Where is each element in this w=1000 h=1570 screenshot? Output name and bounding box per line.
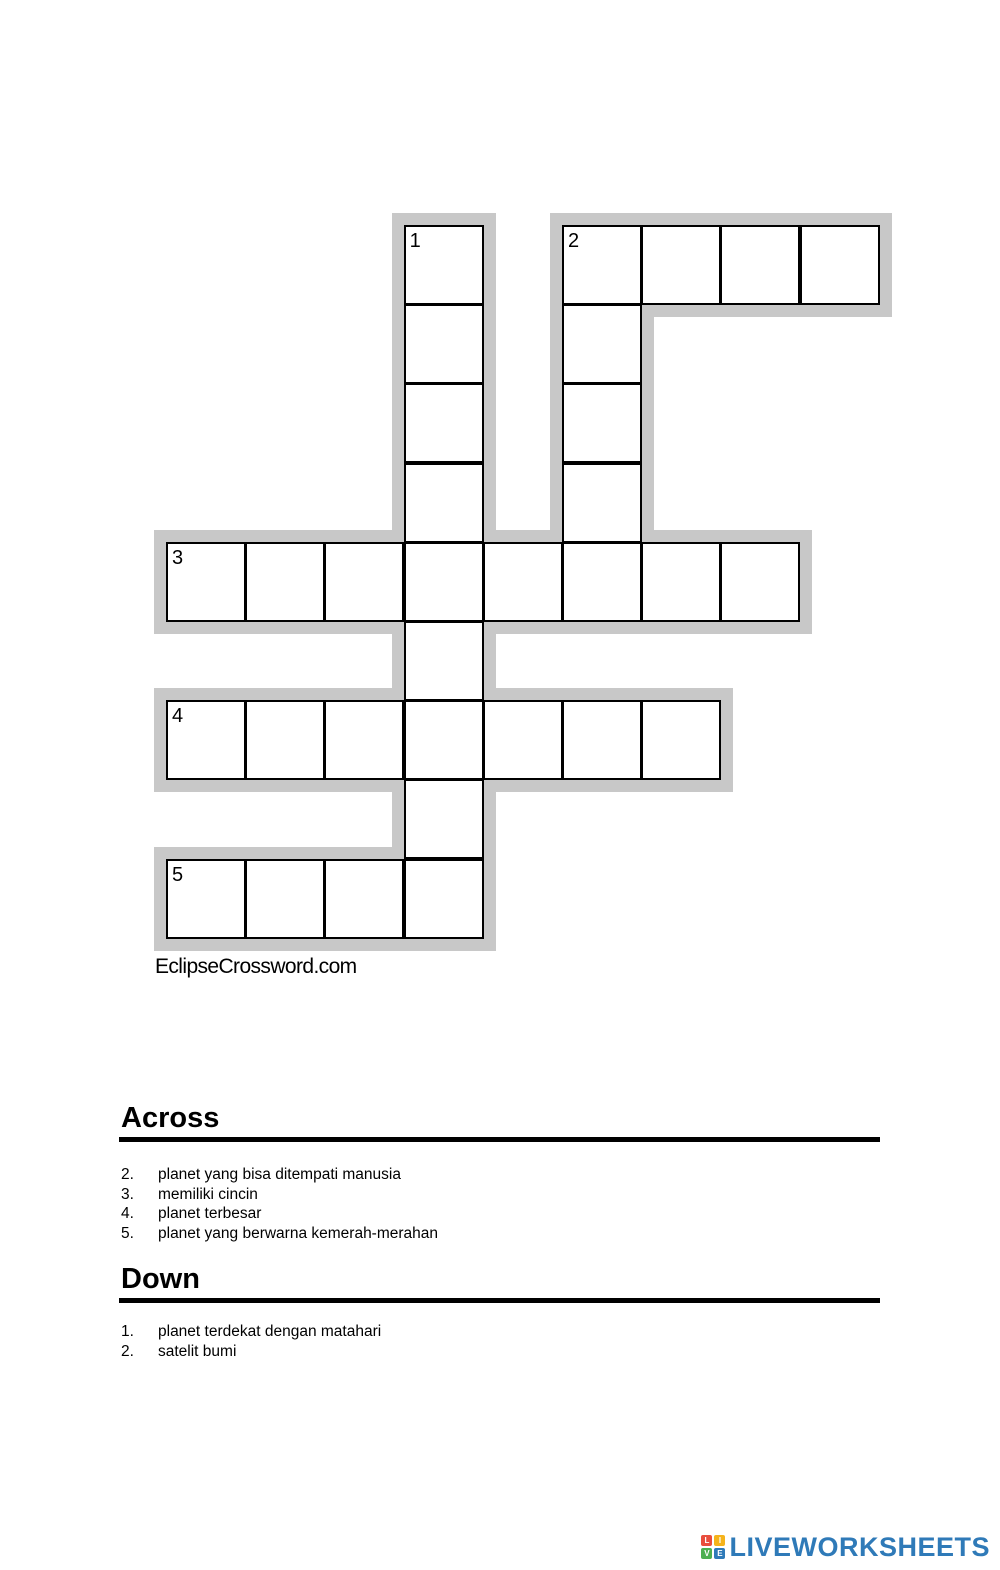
crossword-cell[interactable] (166, 542, 246, 622)
crossword-cell[interactable] (562, 304, 642, 384)
crossword-cell[interactable] (245, 542, 325, 622)
crossword-cell[interactable] (404, 304, 484, 384)
crossword-cell[interactable] (404, 621, 484, 701)
mark-letter: E (714, 1548, 725, 1559)
liveworksheets-logo (701, 1532, 990, 1562)
clue-number: 2. (121, 1342, 134, 1360)
clue-number: 3. (121, 1185, 134, 1203)
crossword-credit: EclipseCrossword.com (155, 955, 357, 978)
mark-letter: I (714, 1535, 725, 1546)
crossword-cell[interactable] (404, 859, 484, 939)
across-divider (119, 1137, 880, 1142)
clue-number: 1. (121, 1323, 134, 1340)
crossword-cell[interactable] (562, 700, 642, 780)
crossword-cell[interactable] (404, 225, 484, 305)
crossword-cell[interactable] (404, 383, 484, 463)
clue-number: 4. (121, 1205, 134, 1222)
down-clue-list (121, 1322, 821, 1361)
crossword-cell[interactable] (404, 700, 484, 780)
clue-item (121, 1322, 821, 1342)
crossword-cell[interactable] (166, 700, 246, 780)
clue-item (121, 1224, 821, 1244)
crossword-cell[interactable] (324, 700, 404, 780)
crossword-cell[interactable] (641, 225, 721, 305)
clue-text: planet yang berwarna kemerah-merahan (158, 1224, 439, 1242)
down-heading: Down (121, 1263, 200, 1295)
crossword-cell[interactable] (404, 779, 484, 859)
liveworksheets-mark-icon (701, 1535, 725, 1559)
clue-item (121, 1204, 821, 1224)
crossword-cell[interactable] (404, 463, 484, 543)
crossword-cell[interactable] (324, 542, 404, 622)
crossword-cell[interactable] (562, 542, 642, 622)
crossword-cell[interactable] (562, 463, 642, 543)
crossword-cell[interactable] (483, 700, 563, 780)
crossword-cell[interactable] (800, 225, 880, 305)
clue-number-label: 5 (172, 863, 184, 886)
clue-item (121, 1342, 821, 1362)
crossword-cell[interactable] (720, 542, 800, 622)
clue-number-label: 1 (409, 230, 421, 252)
clue-text: satelit bumi (158, 1342, 237, 1360)
clue-number-label: 4 (172, 705, 184, 728)
clue-text: planet yang bisa ditempati manusia (158, 1166, 401, 1183)
crossword-cell[interactable] (641, 700, 721, 780)
mark-letter: V (701, 1548, 712, 1559)
clue-item (121, 1165, 821, 1185)
clue-text: planet terbesar (158, 1205, 262, 1222)
crossword-cell[interactable] (245, 700, 325, 780)
crossword-cell[interactable] (562, 225, 642, 305)
crossword-cell[interactable] (720, 225, 800, 305)
clue-item (121, 1185, 821, 1205)
clue-number: 2. (121, 1166, 134, 1183)
crossword-cell[interactable] (166, 859, 246, 939)
crossword-cell[interactable] (245, 859, 325, 939)
clue-text: memiliki cincin (158, 1185, 258, 1203)
clue-number-label: 3 (172, 546, 184, 569)
clue-number-label: 2 (568, 230, 580, 252)
across-heading: Across (121, 1102, 220, 1134)
crossword-cell[interactable] (562, 383, 642, 463)
crossword-cell[interactable] (483, 542, 563, 622)
brand-name: LIVEWORKSHEETS (729, 1531, 990, 1562)
across-clue-list (121, 1165, 821, 1243)
crossword-cell[interactable] (641, 542, 721, 622)
crossword-cell[interactable] (404, 542, 484, 622)
mark-letter: L (701, 1535, 712, 1546)
down-divider (119, 1298, 880, 1303)
crossword-cell[interactable] (324, 859, 404, 939)
clue-text: planet terdekat dengan matahari (158, 1323, 382, 1340)
clue-number: 5. (121, 1224, 134, 1242)
